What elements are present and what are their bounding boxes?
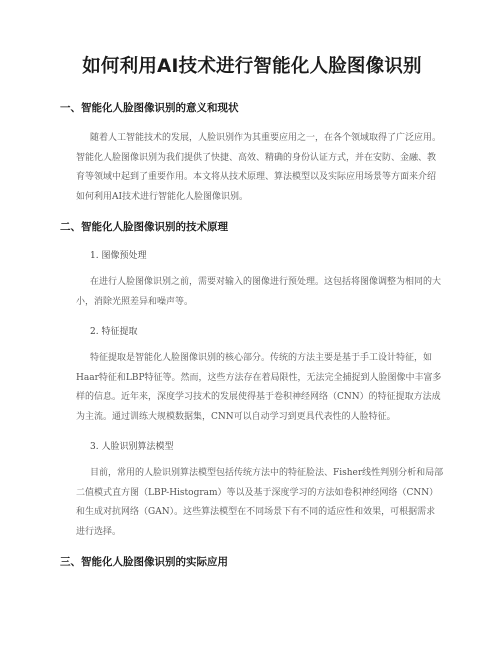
paragraph-algorithm-models: 目前，常用的人脸识别算法模型包括传统方法中的特征脸法、Fisher线性判别分析和局部二值模式直方图（LBP-Histogram）等以及基于深度学习的方法如卷积神经网络（CNN）和生成对抗网络（GAN）。这些算法模型在不同场景下有不同的适应性和效果，可根据需求进行选择。 [76, 468, 444, 537]
subheading-feature-extraction: 2. 特征提取 [90, 327, 138, 337]
document-title: 如何利用AI技术进行智能化人脸图像识别 [82, 56, 422, 77]
subheading-algorithm-models: 3. 人脸识别算法模型 [90, 442, 174, 452]
section-heading: 二、智能化人脸图像识别的技术原理 [60, 221, 228, 233]
section-significance [60, 100, 444, 207]
section-heading: 三、智能化人脸图像识别的实际应用 [60, 556, 228, 568]
section-principles [60, 219, 444, 542]
subheading-preprocessing: 1. 图像预处理 [90, 251, 147, 261]
paragraph-feature-extraction: 特征提取是智能化人脸图像识别的核心部分。传统的方法主要是基于手工设计特征，如Haar特征和LBP特征等。然而，这些方法存在着局限性，无法完全捕捉到人脸图像中丰富多样的信息。近年来，深度学习技术的发展使得基于卷积神经网络（CNN）的特征提取方法成为主流。通过训练大规模数据集，CNN可以自动学习到更具代表性的人脸特征。 [76, 353, 442, 422]
section-applications [60, 554, 444, 569]
paragraph-preprocessing: 在进行人脸图像识别之前，需要对输入的图像进行预处理。这包括将图像调整为相同的大小，消除光照差异和噪声等。 [76, 277, 442, 307]
section-heading: 一、智能化人脸图像识别的意义和现状 [60, 102, 239, 114]
section-paragraph: 随着人工智能技术的发展，人脸识别作为其重要应用之一，在各个领域取得了广泛应用。智能化人脸图像识别为我们提供了快捷、高效、精确的身份认证方式，并在安防、金融、教育等领域中起到了重要作用。本文将从技术原理、算法模型以及实际应用场景等方面来介绍如何利用AI技术进行智能化人脸图像识别。 [76, 133, 442, 202]
